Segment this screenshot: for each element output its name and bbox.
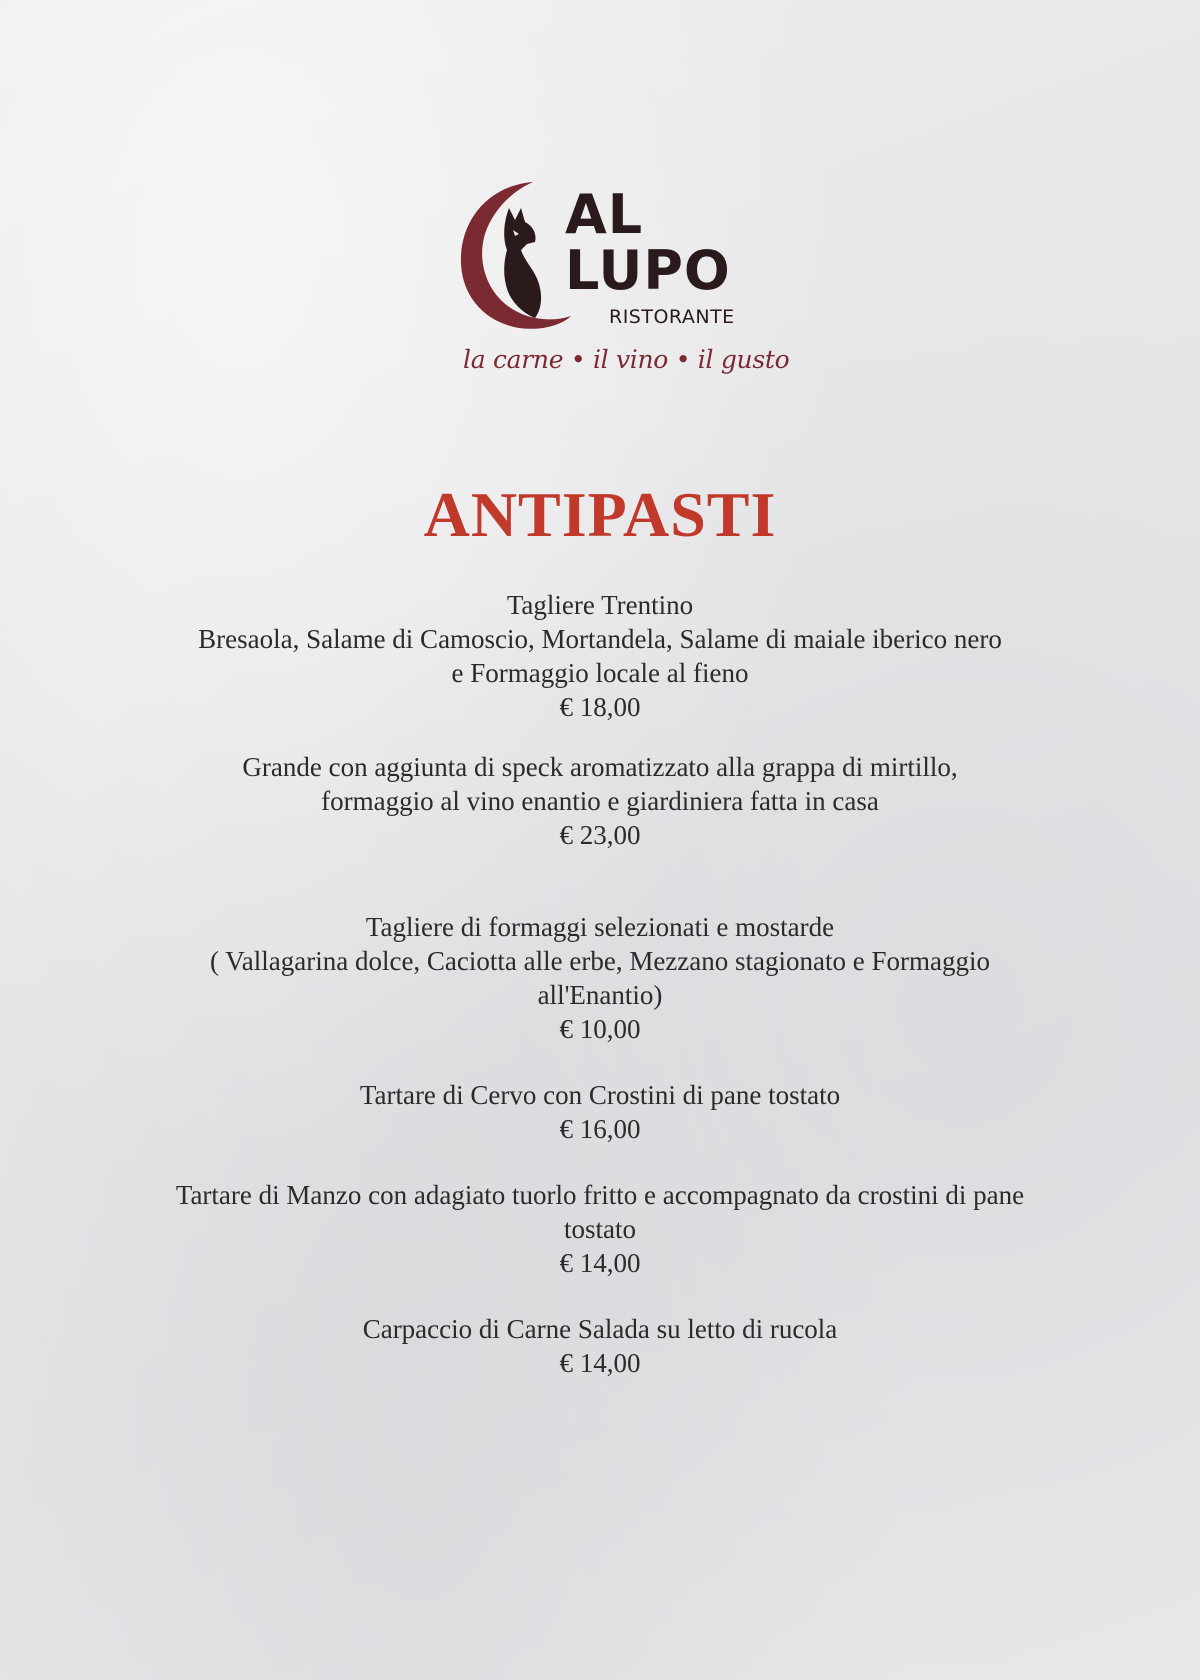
logo-subtitle: RISTORANTE [609, 306, 735, 328]
item-name: Carpaccio di Carne Salada su letto di rucola [362, 1314, 838, 1344]
item-price: € 18,00 [559, 692, 641, 722]
item-name: Tartare di Cervo con Crostini di pane tostato [359, 1080, 841, 1110]
menu-item [120, 910, 1080, 1046]
item-name: Grande con aggiunta di speck aromatizzato alla grappa di mirtillo, [242, 752, 958, 782]
item-description: ( Vallagarina dolce, Caciotta alle erbe, Mezzano stagionato e Formaggio [210, 946, 990, 976]
item-price: € 16,00 [559, 1114, 641, 1144]
item-name: Tagliere Trentino [506, 590, 694, 620]
item-description: e Formaggio locale al fieno [451, 658, 749, 688]
menu-items [120, 588, 1080, 1380]
item-description: formaggio al vino enantio e giardiniera fatta in casa [321, 786, 879, 816]
logo-brand-lupo: LUPO [565, 239, 731, 302]
item-price: € 14,00 [559, 1248, 641, 1278]
menu-item [120, 1312, 1080, 1380]
logo-tagline: la carne • il vino • il gusto [463, 345, 790, 374]
item-description: Bresaola, Salame di Camoscio, Mortandela, Salame di maiale iberico nero [198, 624, 1002, 654]
section-title: ANTIPASTI [423, 479, 777, 550]
item-name: Tartare di Manzo con adagiato tuorlo fritto e accompagnato da crostini di pane [175, 1180, 1025, 1210]
menu-item [120, 1078, 1080, 1146]
logo-brand-al: AL [565, 183, 644, 246]
menu-item [120, 1178, 1080, 1280]
item-price: € 23,00 [559, 820, 641, 850]
item-price: € 10,00 [559, 1014, 641, 1044]
menu-item [120, 588, 1080, 724]
restaurant-logo [455, 178, 790, 388]
item-description: tostato [564, 1214, 636, 1244]
wolf-moon-icon [455, 178, 575, 338]
menu-item [120, 750, 1080, 852]
item-price: € 14,00 [559, 1348, 641, 1378]
item-name: Tagliere di formaggi selezionati e mostarde [365, 912, 835, 942]
item-description: all'Enantio) [537, 980, 663, 1010]
